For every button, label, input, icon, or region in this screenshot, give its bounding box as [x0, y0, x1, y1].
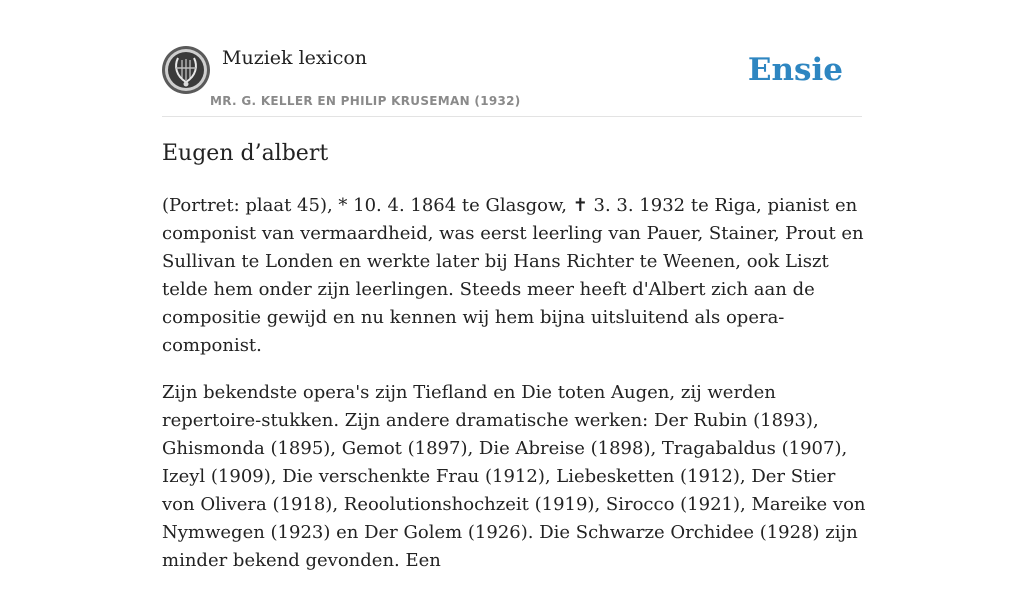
article-paragraph: Zijn bekendste opera's zijn Tiefland en Die toten Augen, zij werden repertoire-stukken. Zijn andere dramatische werken: Der Rubin (1893), Ghismonda (1895), Gemot (1897), Die Abreise (1898), Tragabaldus (1907), Izeyl (1909), Die verschenkte Frau (1912), Liebesketten (1912), Der Stier von Olivera (1918), Reoolutionshochzeit (1919), Sirocco (1921), Mareike von Nymwegen (1923) en Der Golem (1926). Die Schwarze Orchidee (1928) zijn minder bekend gevonden. Een: [162, 382, 866, 571]
source-title[interactable]: Muziek lexicon: [222, 47, 368, 69]
lyre-emblem-icon[interactable]: [162, 46, 210, 94]
article-body: [162, 192, 866, 594]
article-paragraph: (Portret: plaat 45), * 10. 4. 1864 te Glasgow, ✝ 3. 3. 1932 te Riga, pianist en componist van vermaardheid, was eerst leerling van Pauer, Stainer, Prout en Sullivan te Londen en werkte later bij Hans Richter te Weenen, ook Liszt telde hem onder zijn leerlingen. Steeds meer heeft d'Albert zich aan de compositie gewijd en nu kennen wij hem bijna uitsluitend als opera-componist.: [162, 195, 864, 356]
source-subtitle: MR. G. KELLER EN PHILIP KRUSEMAN (1932): [210, 94, 521, 108]
brand-logo[interactable]: Ensie: [747, 52, 843, 88]
article-title: Eugen d’albert: [162, 141, 329, 166]
source-header: [162, 40, 862, 117]
